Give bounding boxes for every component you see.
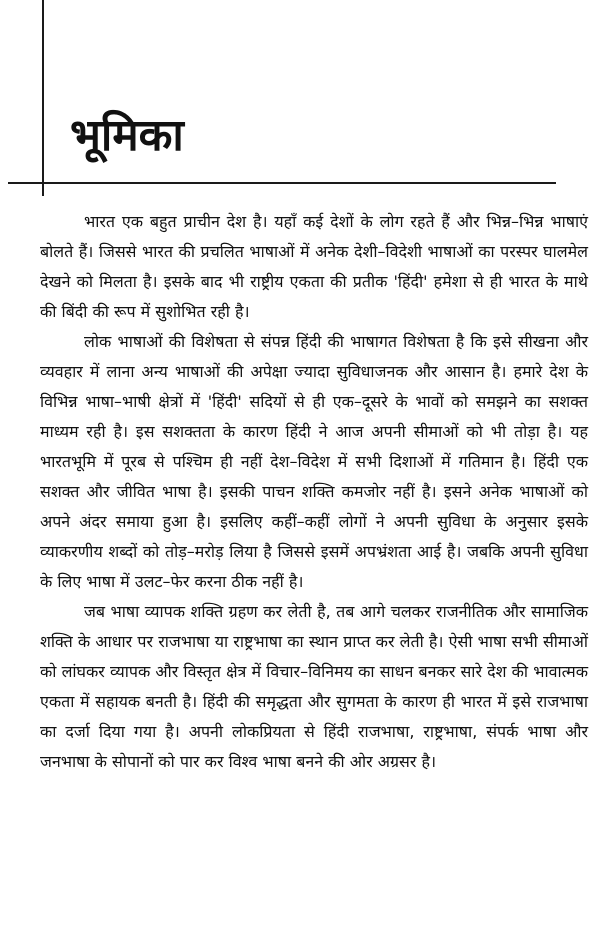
paragraph-3: जब भाषा व्यापक शक्ति ग्रहण कर लेती है, तब आगे चलकर राजनीतिक और सामाजिक शक्ति के आधार पर राजभाषा या राष्ट्रभाषा का स्थान प्राप्त कर लेती है। ऐसी भाषा सभी सीमाओं को लांघकर व्यापक और विस्तृत क्षेत्र में विचार–विनिमय का साधन बनकर सारे देश की भावात्मक एकता में सहायक बनती है। हिंदी की समृद्धता और सुगमता के कारण ही भारत में इसे राजभाषा का दर्जा दिया गया है। अपनी लोकप्रियता से हिंदी राजभाषा, राष्ट्रभाषा, संपर्क भाषा और जनभाषा के सोपानों को पार कर विश्व भाषा बनने की ओर अग्रसर है। [40, 602, 588, 771]
paragraph-2: लोक भाषाओं की विशेषता से संपन्न हिंदी की भाषागत विशेषता है कि इसे सीखना और व्यवहार में लाना अन्य भाषाओं की अपेक्षा ज्यादा सुविधाजनक और आसान है। हमारे देश के विभिन्न भाषा–भाषी क्षेत्रों में 'हिंदी' सदियों से ही एक–दूसरे के भावों को समझने का सशक्त माध्यम रही है। इस सशक्तता के कारण हिंदी ने आज अपनी सीमाओं को भी तोड़ा है। यह भारतभूमि में पूरब से पश्चिम ही नहीं देश–विदेश में सभी दिशाओं में गतिमान है। हिंदी एक सशक्त और जीवित भाषा है। इसकी पाचन शक्ति कमजोर नहीं है। इसने अनेक भाषाओं को अपने अंदर समाया हुआ है। इसलिए कहीं–कहीं लोगों ने अपनी सुविधा के अनुसार इसके व्याकरणीय शब्दों को तोड़–मरोड़ लिया है जिससे इसमें अपभ्रंशता आई है। जबकि अपनी सुविधा के लिए भाषा में उलट–फेर करना ठीक नहीं है। [40, 332, 588, 591]
body-text [40, 207, 588, 777]
page-title: भूमिका [70, 110, 184, 161]
heading-horizontal-rule [8, 182, 556, 184]
heading-vertical-rule [42, 0, 44, 196]
paragraph-1: भारत एक बहुत प्राचीन देश है। यहाँ कई देशों के लोग रहते हैं और भिन्न–भिन्न भाषाएं बोलते हैं। जिससे भारत की प्रचलित भाषाओं में अनेक देशी–विदेशी भाषाओं का परस्पर घालमेल देखने को मिलता है। इसके बाद भी राष्ट्रीय एकता की प्रतीक 'हिंदी' हमेशा से ही भारत के माथे की बिंदी की रूप में सुशोभित रही है। [40, 212, 588, 321]
